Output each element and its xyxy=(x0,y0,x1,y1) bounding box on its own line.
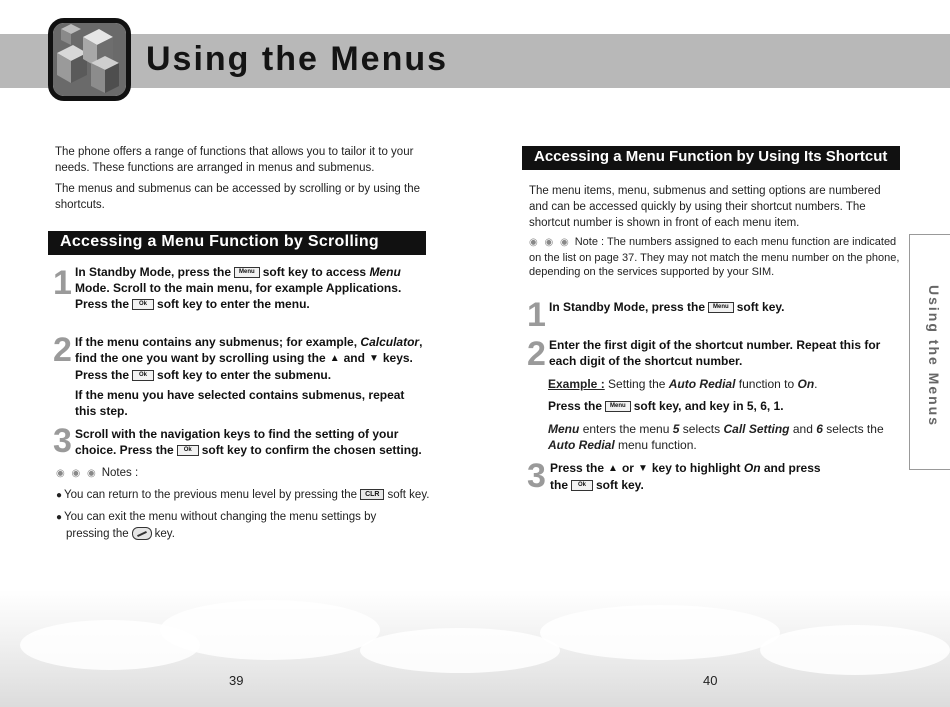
step-number-1: 1 xyxy=(527,296,546,334)
shortcut-step-1: In Standby Mode, press the Menu soft key. xyxy=(549,300,785,314)
bullet-icon: ● xyxy=(56,490,63,501)
step-number-2: 2 xyxy=(527,335,546,373)
note-dots-icon: ◉ ◉ ◉ xyxy=(56,468,98,479)
intro-paragraph-2: The menus and submenus can be accessed by scrolling or by using the shortcuts. xyxy=(55,183,421,211)
example-press-line: Press the Menu soft key, and key in 5, 6, 1. xyxy=(548,399,784,413)
notes-heading: ◉ ◉ ◉ Notes : xyxy=(56,465,138,482)
ok-key-icon: Ok xyxy=(177,445,199,456)
end-key-icon xyxy=(132,527,152,540)
side-tab-label: Using the Menus xyxy=(926,285,942,428)
cloud-background xyxy=(0,590,950,707)
shortcut-note: ◉ ◉ ◉ Note : The numbers assigned to each menu function are indicated on the list on page 37. They may not match the menu number on the phone, depending on the services supported by your SIM. xyxy=(529,236,900,278)
clr-key-icon: CLR xyxy=(360,489,384,500)
shortcut-intro: The menu items, menu, submenus and setting options are numbered and can be accessed quickly by using their shortcut numbers. The shortcut number is shown in front of each menu item. xyxy=(529,185,881,229)
ok-key-icon: Ok xyxy=(571,480,593,491)
ok-key-icon: Ok xyxy=(132,299,154,310)
page-number-right: 40 xyxy=(703,673,718,688)
shortcut-section-title: Accessing a Menu Function by Using Its Shortcut xyxy=(522,146,900,170)
note-item-2: ● You can exit the menu without changing the menu settings by pressing the key. xyxy=(56,511,377,540)
step-number-1: 1 xyxy=(53,264,72,302)
step-number-2: 2 xyxy=(53,331,72,369)
menu-key-icon: Menu xyxy=(605,401,631,412)
header-band xyxy=(0,34,950,88)
step-number-3: 3 xyxy=(527,457,546,495)
menu-key-icon: Menu xyxy=(708,302,734,313)
scroll-step-1: In Standby Mode, press the Menu soft key to access Menu Mode. Scroll to the main menu, for example Applications. Press the Ok soft key to enter the menu. xyxy=(75,265,402,311)
ok-key-icon: Ok xyxy=(132,370,154,381)
scroll-step-2-note: If the menu you have selected contains submenus, repeat this step. xyxy=(75,388,405,418)
shortcut-step-2: Enter the first digit of the shortcut number. Repeat this for each digit of the shortcut number. xyxy=(549,338,881,368)
example-line: Example : Setting the Auto Redial function to On. xyxy=(548,377,818,391)
scroll-step-3: Scroll with the navigation keys to find the setting of your choice. Press the Ok soft key to confirm the chosen setting. xyxy=(75,427,422,457)
menu-cubes-icon xyxy=(48,18,131,101)
scroll-step-2: If the menu contains any submenus; for example, Calculator, find the one you want by scrolling using the ▲ and ▼ keys. Press the Ok soft key to enter the submenu. xyxy=(75,335,423,382)
note-dots-icon: ◉ ◉ ◉ xyxy=(529,237,571,248)
intro-paragraph-1: The phone offers a range of functions that allows you to tailor it to your needs. These functions are arranged in menus and submenus. xyxy=(55,146,414,174)
step-number-3: 3 xyxy=(53,422,72,460)
note-item-1: ● You can return to the previous menu level by pressing the CLR soft key. xyxy=(56,487,431,504)
example-explanation: Menu enters the menu 5 selects Call Setting and 6 selects the Auto Redial menu function. xyxy=(548,422,884,452)
up-arrow-icon: ▲ xyxy=(608,462,618,474)
bullet-icon: ● xyxy=(56,512,63,523)
down-arrow-icon: ▼ xyxy=(637,462,648,474)
menu-key-icon: Menu xyxy=(234,267,260,278)
page-title: Using the Menus xyxy=(146,40,449,78)
down-arrow-icon: ▼ xyxy=(368,352,379,364)
up-arrow-icon: ▲ xyxy=(329,352,340,364)
scrolling-section-title: Accessing a Menu Function by Scrolling xyxy=(48,231,426,255)
shortcut-step-3: Press the ▲ or ▼ key to highlight On and press the Ok soft key. xyxy=(550,461,821,492)
page-number-left: 39 xyxy=(229,673,244,688)
